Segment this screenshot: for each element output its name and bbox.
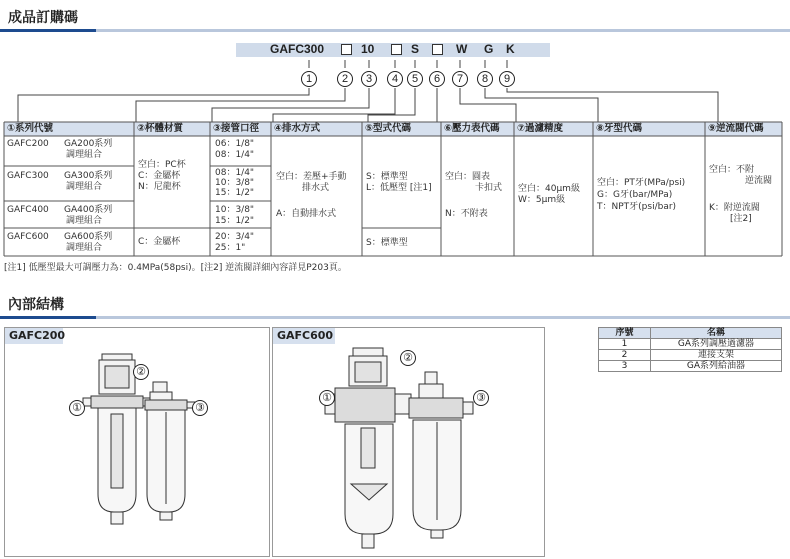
parts-legend-table (598, 327, 782, 372)
series-code: GAFC600 (7, 232, 49, 242)
port-size: 10：3/8" (215, 205, 255, 215)
code-g: G (484, 42, 494, 56)
legend-name: GA系列調壓過濾器 (651, 339, 782, 350)
index-circle-6: 6 (429, 71, 445, 87)
cup-option: N：尼龍杯 (138, 182, 181, 192)
callout-1: ① (69, 400, 85, 416)
col-header-check: ⑨逆流閥代碼 (708, 123, 764, 134)
code-base: GAFC300 (270, 42, 325, 56)
section-title-structure: 內部結構 (8, 297, 64, 313)
series-code: GAFC300 (7, 171, 49, 181)
legend-row (599, 339, 782, 350)
series-desc: 調理組合 (66, 150, 103, 160)
type-option: S：標準型 (366, 238, 408, 248)
code-k: K (506, 42, 515, 56)
check-option: [注2] (730, 214, 752, 224)
drain-option: 空白：差壓+手動 (276, 172, 347, 182)
series-desc: GA300系列 (64, 171, 113, 181)
port-size: 10：3/8" (215, 178, 255, 188)
col-header-drain: ④排水方式 (274, 123, 321, 134)
thread-option: G：G牙(bar/MPa) (597, 190, 673, 200)
col-header-cup: ②杯體材質 (137, 123, 184, 134)
type-option: S：標準型 (366, 172, 408, 182)
section-divider (0, 316, 790, 319)
index-circle-7: 7 (452, 71, 468, 87)
connector-lines (0, 0, 790, 125)
col-header-gauge: ⑥壓力表代碼 (444, 123, 500, 134)
index-circle-5: 5 (407, 71, 423, 87)
col-header-series: ①系列代號 (7, 123, 54, 134)
legend-header-name: 名稱 (651, 328, 782, 339)
gauge-option: 空白：圓表 (445, 172, 491, 182)
diagram-panel-gafc200 (4, 327, 270, 557)
series-desc: GA600系列 (64, 232, 113, 242)
legend-no: 2 (599, 350, 651, 361)
series-code: GAFC400 (7, 205, 49, 215)
series-code: GAFC200 (7, 139, 49, 149)
series-desc: GA400系列 (64, 205, 113, 215)
legend-name: GA系列給油器 (651, 361, 782, 372)
port-size: 08：1/4" (215, 168, 255, 178)
index-circle-1: 1 (301, 71, 317, 87)
code-w: W (456, 42, 468, 56)
index-circle-8: 8 (477, 71, 493, 87)
legend-no: 3 (599, 361, 651, 372)
port-size: 15：1/2" (215, 216, 255, 226)
callout-3: ③ (192, 400, 208, 416)
gauge-option: N：不附表 (445, 209, 488, 219)
col-header-type: ⑤型式代碼 (365, 123, 412, 134)
port-size: 20：3/4" (215, 232, 255, 242)
thread-option: 空白：PT牙(MPa/psi) (597, 178, 686, 188)
port-size: 08：1/4" (215, 150, 255, 160)
col-header-thread: ⑧牙型代碼 (596, 123, 643, 134)
col-header-filter: ⑦過濾精度 (517, 123, 564, 134)
callout-2: ② (133, 364, 149, 380)
index-circle-4: 4 (387, 71, 403, 87)
col-header-port: ③接管口徑 (213, 123, 260, 134)
thread-option: T：NPT牙(psi/bar) (597, 202, 677, 212)
diagram-panel-gafc600 (272, 327, 545, 557)
legend-header-row (599, 328, 782, 339)
gauge-option: 卡扣式 (475, 183, 503, 193)
series-desc: 調理組合 (66, 216, 103, 226)
cup-option: C：金屬杯 (138, 237, 181, 247)
section-title-order-code: 成品訂購碼 (8, 10, 78, 26)
series-desc: GA200系列 (64, 139, 113, 149)
port-size: 25：1" (215, 243, 246, 253)
series-desc: 調理組合 (66, 182, 103, 192)
code-size: 10 (361, 42, 375, 56)
check-option: 逆流閥 (745, 176, 773, 186)
footnote: [注1] 低壓型最大可調壓力為：0.4MPa(58psi)。[注2] 逆流閥詳細內容詳見P203頁。 (4, 263, 347, 273)
series-desc: 調理組合 (66, 243, 103, 253)
panel-title: GAFC600 (273, 328, 335, 344)
legend-header-no: 序號 (599, 328, 651, 339)
callout-1: ① (319, 390, 335, 406)
check-option: K：附逆流閥 (709, 203, 760, 213)
cup-option: C：金屬杯 (138, 171, 181, 181)
index-circle-9: 9 (499, 71, 515, 87)
callout-3: ③ (473, 390, 489, 406)
check-option: 空白：不附 (709, 165, 755, 175)
filter-option: W：5μm級 (518, 195, 566, 205)
legend-row (599, 361, 782, 372)
panel-title: GAFC200 (5, 328, 63, 344)
index-circle-3: 3 (361, 71, 377, 87)
legend-no: 1 (599, 339, 651, 350)
drain-option: 排水式 (302, 183, 330, 193)
legend-name: 連接支架 (651, 350, 782, 361)
port-size: 15：1/2" (215, 188, 255, 198)
callout-2: ② (400, 350, 416, 366)
type-option: L：低壓型 [注1] (366, 183, 432, 193)
filter-option: 空白：40μm級 (518, 184, 580, 194)
gafc600-diagram (273, 344, 546, 558)
port-size: 06：1/8" (215, 139, 255, 149)
legend-row (599, 350, 782, 361)
code-s: S (411, 42, 420, 56)
index-circle-2: 2 (337, 71, 353, 87)
cup-option: 空白：PC杯 (138, 160, 186, 170)
drain-option: A：自動排水式 (276, 209, 337, 219)
